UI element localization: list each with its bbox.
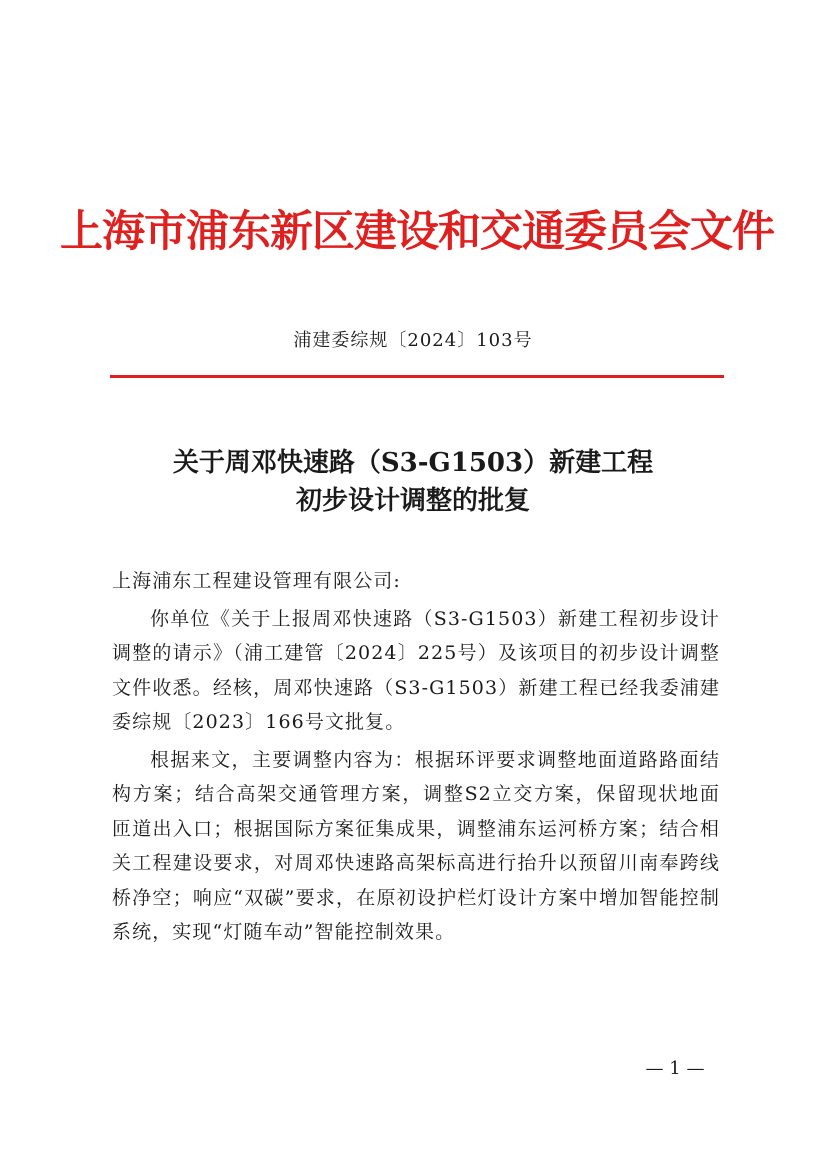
- title-line-1: 关于周邓快速路（S3-G1503）新建工程: [172, 448, 654, 478]
- addressee: 上海浦东工程建设管理有限公司:: [112, 570, 401, 592]
- red-divider-line: [110, 375, 724, 378]
- body-paragraph-2: 根据来文，主要调整内容为：根据环评要求调整地面道路路面结构方案；结合高架交通管理方案，调整S2立交方案，保留现状地面匝道出入口；根据国际方案征集成果，调整浦东运河桥方案；结合相关工程建设要求，对周邓快速路高架标高进行抬升以预留川南奉跨线桥净空；响应“双碳”要求，在原初设护栏灯设计方案中增加智能控制系统，实现“灯随车动”智能控制效果。: [112, 748, 720, 943]
- title-line-2: 初步设计调整的批复: [295, 486, 530, 516]
- document-title: [0, 444, 826, 520]
- page-number: — 1 —: [645, 1058, 705, 1079]
- body-paragraph-1: 你单位《关于上报周邓快速路（S3-G1503）新建工程初步设计调整的请示》（浦工建管〔2024〕225号）及该项目的初步设计调整文件收悉。经核，周邓快速路（S3-G1503）新建工程已经我委浦建委综规〔2023〕166号文批复。: [112, 607, 720, 733]
- document-body: [112, 564, 720, 950]
- issuer-header: 上海市浦东新区建设和交通委员会文件: [60, 207, 774, 257]
- document-number: 浦建委综规〔2024〕103号: [293, 330, 533, 351]
